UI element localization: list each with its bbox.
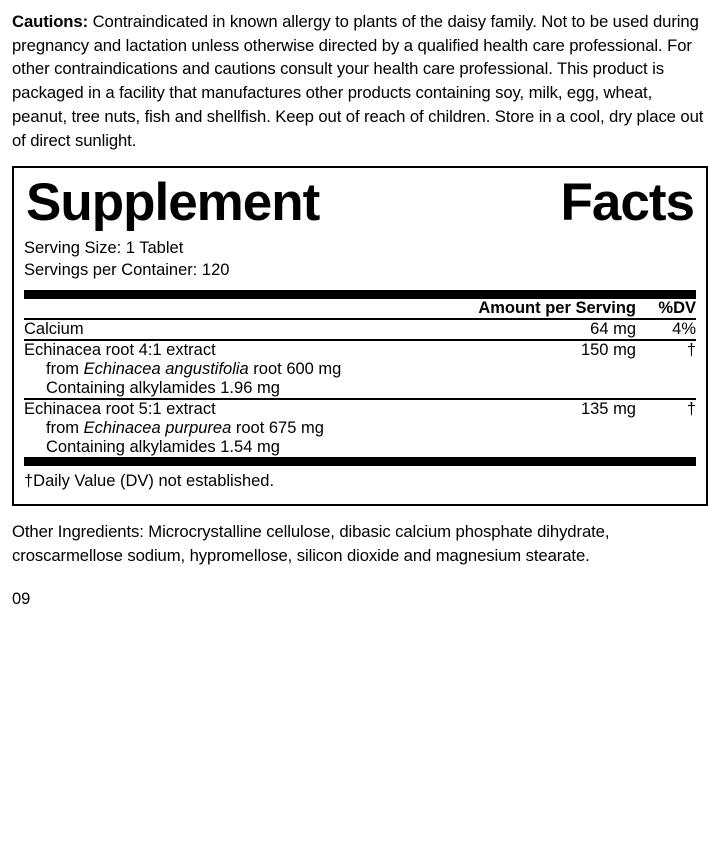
daily-value-footnote: †Daily Value (DV) not established. [24, 471, 275, 490]
table-subrow [24, 360, 696, 379]
row-subtext [24, 438, 696, 457]
subtext-pre: Containing alkylamides 1.96 mg [46, 378, 280, 397]
row-name: Calcium [24, 319, 84, 338]
header-amount-per-serving: Amount per Serving [478, 298, 636, 317]
subtext-pre: from [46, 418, 84, 437]
table-row [24, 400, 696, 419]
row-dv: † [686, 340, 696, 359]
subtext-post: root 600 mg [248, 359, 342, 378]
serving-size: Serving Size: 1 Tablet [24, 239, 184, 258]
supplement-facts-table [24, 299, 696, 457]
row-name: Echinacea root 5:1 extract [24, 399, 216, 418]
header-percent-dv: %DV [658, 298, 696, 317]
row-name: Echinacea root 4:1 extract [24, 340, 216, 359]
row-subtext [24, 419, 696, 438]
subtext-species: Echinacea purpurea [83, 418, 232, 437]
subtext-post: root 675 mg [231, 418, 324, 437]
row-amount: 64 mg [590, 319, 636, 338]
supplement-facts-title-left: Supplement [26, 173, 320, 233]
panel-rule-top [24, 290, 696, 299]
row-dv: 4% [672, 319, 696, 338]
subtext-pre: Containing alkylamides 1.54 mg [46, 437, 280, 456]
table-subrow [24, 379, 696, 398]
table-subrow [24, 419, 696, 438]
other-ingredients: Other Ingredients: Microcrystalline cellulose, dibasic calcium phosphate dihydrate, croscarmellose sodium, hypromellose, silicon dioxide and magnesium stearate. [12, 522, 610, 565]
supplement-facts-title [26, 173, 694, 233]
row-amount: 150 mg [580, 340, 636, 359]
subtext-species: Echinacea angustifolia [83, 359, 249, 378]
row-amount: 135 mg [580, 399, 636, 418]
revision-code: 09 [12, 589, 31, 608]
table-subrow [24, 438, 696, 457]
table-row [24, 341, 696, 360]
servings-per-container: Servings per Container: 120 [24, 261, 230, 280]
header-nutrient [24, 299, 360, 318]
supplement-facts-title-right: Facts [560, 173, 694, 233]
supplement-facts-panel [12, 166, 708, 506]
table-row [24, 320, 696, 339]
table-header-row [24, 299, 696, 318]
panel-rule-bottom [24, 457, 696, 466]
subtext-pre: from [46, 359, 84, 378]
cautions-text: Contraindicated in known allergy to plants of the daisy family. Not to be used during pregnancy and lactation unless otherwise directed by a qualified health care professional. For other contraindications and cautions consult your health care professional. This product is packaged in a facility that manufactures other products containing soy, milk, egg, wheat, peanut, tree nuts, fish and shellfish. Keep out of reach of children. Store in a cool, dry place out of direct sunlight. [12, 12, 704, 150]
cautions-label: Cautions: [12, 12, 89, 31]
row-subtext [24, 379, 696, 398]
cautions-paragraph [12, 10, 708, 152]
row-dv: † [686, 399, 696, 418]
row-subtext [24, 360, 696, 379]
